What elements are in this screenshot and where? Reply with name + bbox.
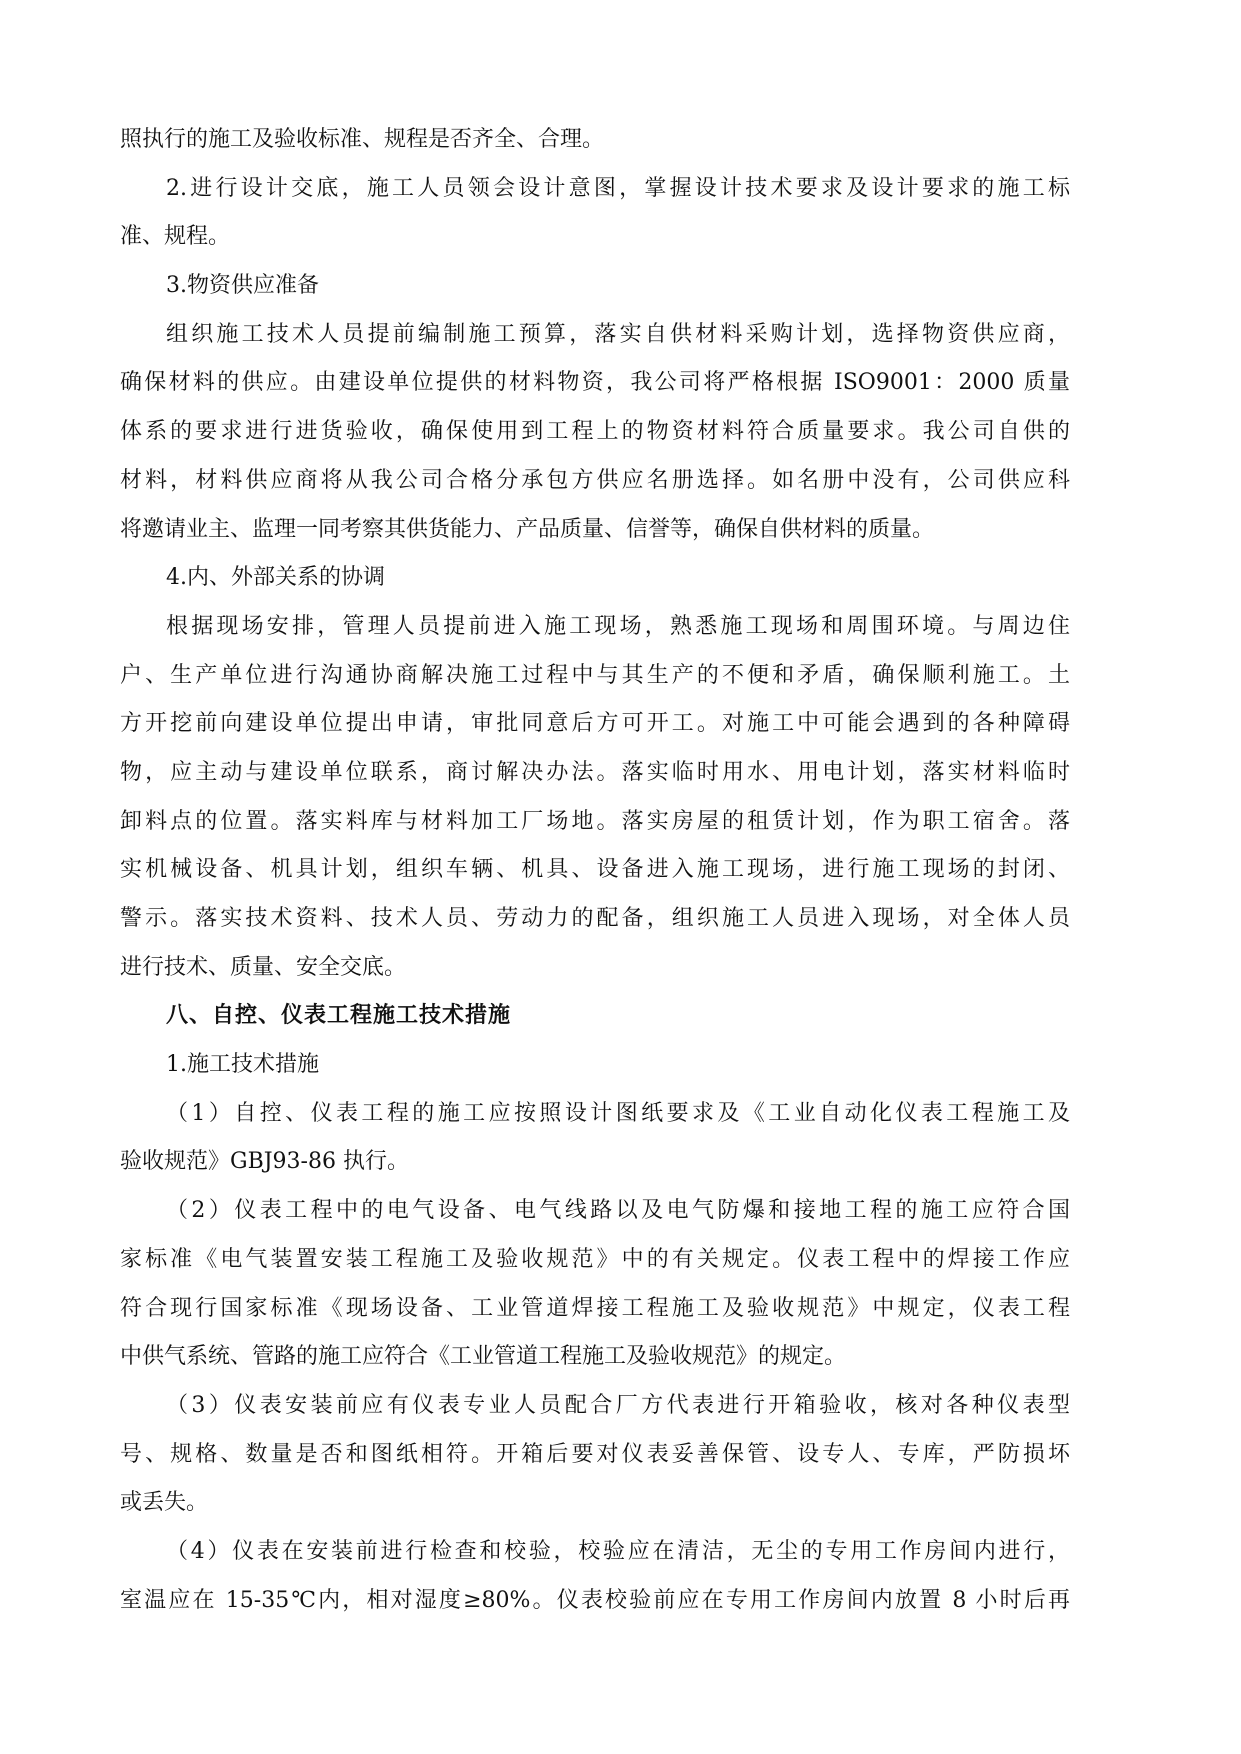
paragraph-line: 室温应在 15-35℃内，相对湿度≥80%。仪表校验前应在专用工作房间内放置 8 小时后再 <box>120 1587 1070 1613</box>
paragraph-line: 体系的要求进行进货验收，确保使用到工程上的物资材料符合质量要求。我公司自供的 <box>120 419 1070 445</box>
subsection-title: 1.施工技术措施 <box>166 1052 319 1078</box>
section-heading: 八、自控、仪表工程施工技术措施 <box>166 1003 512 1029</box>
paragraph-line: 组织施工技术人员提前编制施工预算，落实自供材料采购计划，选择物资供应商， <box>166 321 1070 347</box>
paragraph-line: 或丢失。 <box>120 1490 209 1516</box>
paragraph-line: 2.进行设计交底，施工人员领会设计意图，掌握设计技术要求及设计要求的施工标 <box>166 175 1070 201</box>
paragraph-line: 号、规格、数量是否和图纸相符。开箱后要对仪表妥善保管、设专人、专库，严防损坏 <box>120 1441 1070 1467</box>
paragraph-line: 将邀请业主、监理一同考察其供货能力、产品质量、信誉等，确保自供材料的质量。 <box>120 516 935 542</box>
paragraph-line: 家标准《电气装置安装工程施工及验收规范》中的有关规定。仪表工程中的焊接工作应 <box>120 1246 1070 1272</box>
paragraph-line: 符合现行国家标准《现场设备、工业管道焊接工程施工及验收规范》中规定，仪表工程 <box>120 1295 1070 1321</box>
paragraph-line: （2）仪表工程中的电气设备、电气线路以及电气防爆和接地工程的施工应符合国 <box>166 1198 1070 1224</box>
paragraph-line: 根据现场安排，管理人员提前进入施工现场，熟悉施工现场和周围环境。与周边住 <box>166 613 1070 639</box>
subsection-title: 3.物资供应准备 <box>166 273 319 299</box>
body-text <box>120 116 1070 1625</box>
paragraph-line: 验收规范》GBJ93-86 执行。 <box>120 1149 409 1175</box>
paragraph-line: （3）仪表安装前应有仪表专业人员配合厂方代表进行开箱验收，核对各种仪表型 <box>166 1392 1070 1418</box>
paragraph-line: （4）仪表在安装前进行检查和校验，校验应在清洁，无尘的专用工作房间内进行， <box>166 1538 1070 1564</box>
paragraph-line: 物，应主动与建设单位联系，商讨解决办法。落实临时用水、用电计划，落实材料临时 <box>120 759 1070 785</box>
paragraph-line: （1）自控、仪表工程的施工应按照设计图纸要求及《工业自动化仪表工程施工及 <box>166 1100 1070 1126</box>
paragraph-line: 确保材料的供应。由建设单位提供的材料物资，我公司将严格根据 ISO9001：2000 质量 <box>120 370 1070 396</box>
paragraph-line: 材料，材料供应商将从我公司合格分承包方供应名册选择。如名册中没有，公司供应科 <box>120 467 1070 493</box>
subsection-title: 4.内、外部关系的协调 <box>166 565 385 591</box>
paragraph-line: 卸料点的位置。落实料库与材料加工厂场地。落实房屋的租赁计划，作为职工宿舍。落 <box>120 808 1070 834</box>
paragraph-line: 实机械设备、机具计划，组织车辆、机具、设备进入施工现场，进行施工现场的封闭、 <box>120 857 1070 883</box>
paragraph-line: 进行技术、质量、安全交底。 <box>120 954 407 980</box>
paragraph-line: 中供气系统、管路的施工应符合《工业管道工程施工及验收规范》的规定。 <box>120 1344 847 1370</box>
paragraph-line: 方开挖前向建设单位提出申请，审批同意后方可开工。对施工中可能会遇到的各种障碍 <box>120 711 1070 737</box>
paragraph-line: 警示。落实技术资料、技术人员、劳动力的配备，组织施工人员进入现场，对全体人员 <box>120 906 1070 931</box>
paragraph-line: 户、生产单位进行沟通协商解决施工过程中与其生产的不便和矛盾，确保顺利施工。土 <box>120 662 1070 688</box>
paragraph-line: 照执行的施工及验收标准、规程是否齐全、合理。 <box>120 127 605 152</box>
paragraph-line: 准、规程。 <box>120 224 231 250</box>
